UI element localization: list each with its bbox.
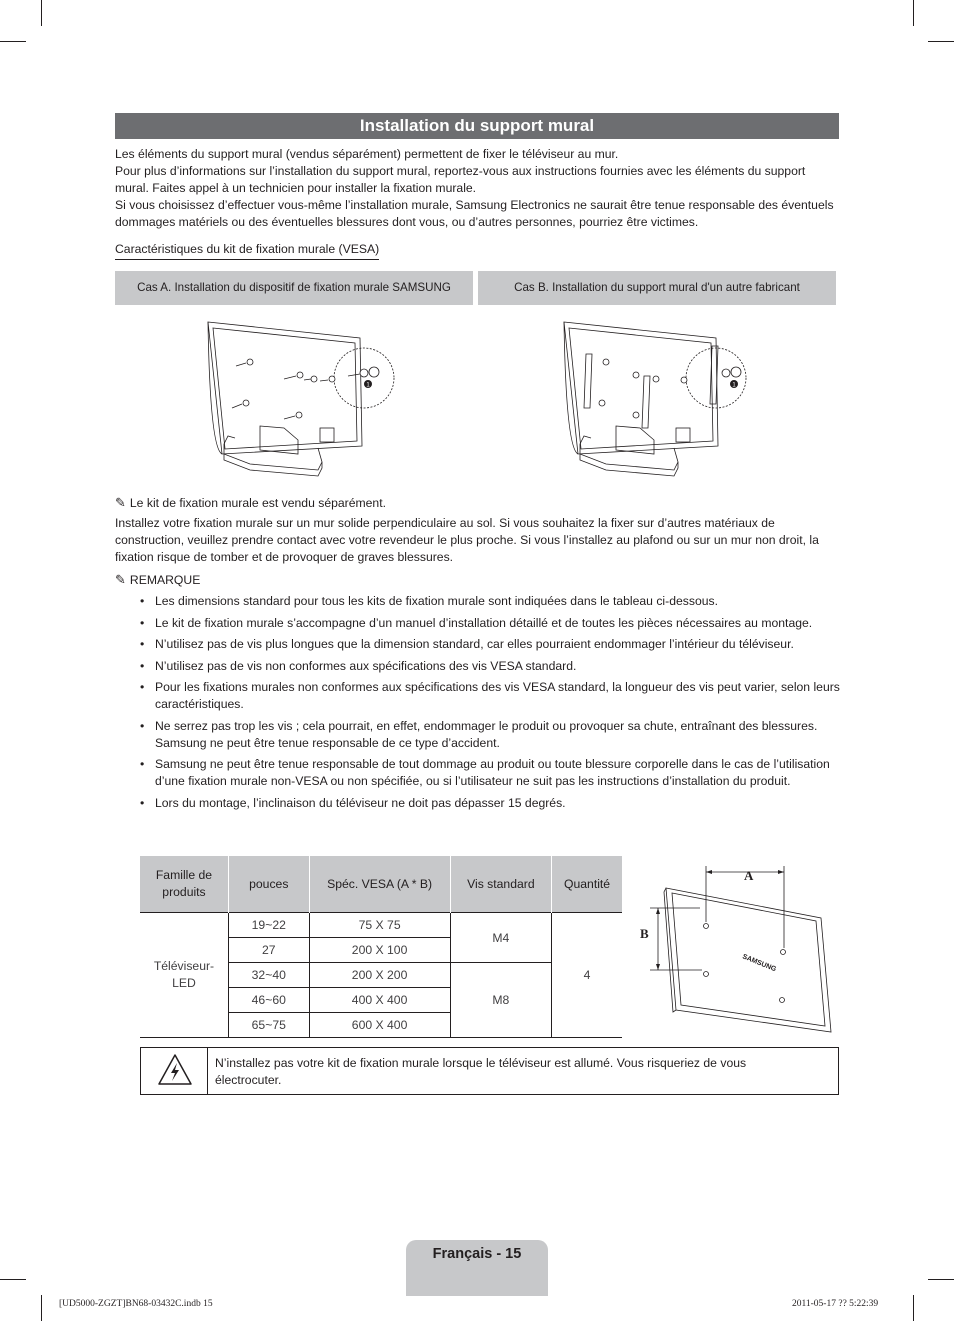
list-item: • Pour les fixations murales non conformes aux spécifications des vis VESA standard, la longueur des vis peut varier, selon leurs caractéristiques. [140,679,840,713]
crop-mark [0,41,26,42]
family-cell: Téléviseur-LED [140,913,228,1038]
table-header: pouces [228,856,309,913]
page-title: Installation du support mural [115,113,839,139]
footer-file-info: [UD5000-ZGZT]BN68-03432C.indb 15 [59,1299,213,1309]
vesa-dimension-diagram [636,860,836,1038]
vesa-cell: 400 X 400 [309,988,450,1013]
pencil-note-icon: ✎ [115,573,126,588]
crop-mark [913,0,914,26]
list-item: • Samsung ne peut être tenue responsable de tout dommage au produit ou toute blessure corporelle dans le cas de l’utilisation d’une fixation murale non-VESA ou non spécifiée, ou si l’utilisateur ne suit pas les instructions d’installation du produit. [140,756,840,790]
quantity-cell: 4 [552,913,622,1038]
footer-timestamp: 2011-05-17 ?? 5:22:39 [792,1299,879,1309]
marker-number: 1 [732,382,736,389]
case-a-diagram [200,318,400,480]
remark-label: REMARQUE [129,573,201,587]
warning-box [140,1047,839,1095]
list-item: • Lors du montage, l’inclinaison du téléviseur ne doit pas dépasser 15 degrés. [140,795,840,812]
vesa-cell: 600 X 400 [309,1013,450,1038]
table-header: Quantité [552,856,622,913]
note-sold-separately [115,495,386,512]
crop-mark [928,41,954,42]
crop-mark [913,1295,914,1321]
crop-mark [0,1279,26,1280]
warning-icon-cell [141,1048,208,1094]
vesa-table [140,856,622,1038]
warning-text: N’installez pas votre kit de fixation murale lorsque le téléviseur est allumé. Vous risqueriez de vous électrocuter. [215,1056,747,1087]
table-header: Famille de produits [140,856,228,913]
remark-heading [115,572,200,589]
list-item: • Le kit de fixation murale s’accompagne d’un manuel d’installation détaillé et de toutes les pièces nécessaires au montage. [140,615,840,632]
remark-list [140,593,840,816]
vesa-cell: 75 X 75 [309,913,450,938]
dimension-label-b: B [640,926,649,941]
note-text: Le kit de fixation murale est vendu séparément. [129,496,386,510]
table-row [140,913,622,938]
inches-cell: 27 [228,938,309,963]
inches-cell: 32~40 [228,963,309,988]
vesa-cell: 200 X 200 [309,963,450,988]
list-item: • N’utilisez pas de vis non conformes aux spécifications des vis VESA standard. [140,658,840,675]
crop-mark [41,1295,42,1321]
case-b-header: Cas B. Installation du support mural d'un autre fabricant [478,271,836,305]
inches-cell: 46~60 [228,988,309,1013]
intro-text [115,146,840,231]
pencil-note-icon: ✎ [115,496,126,511]
install-text [115,515,840,566]
page-number-tab: Français - 15 [406,1240,548,1296]
screw-cell: M4 [450,913,552,963]
list-item: • Les dimensions standard pour tous les kits de fixation murale sont indiquées dans le tableau ci-dessous. [140,593,840,610]
case-b-diagram [556,318,756,480]
dimension-label-a: A [744,868,754,883]
crop-mark [41,0,42,26]
intro-paragraph: Pour plus d’informations sur l’installation du support mural, reportez-vous aux instructions fournies avec les éléments du support mural. Faites appel à un technicien pour installer la fixation murale. [115,164,806,195]
inches-cell: 65~75 [228,1013,309,1038]
list-item: • Ne serrez pas trop les vis ; cela pourrait, en effet, endommager le produit ou provoquer sa chute, entraînant des blessures. Samsung ne peut être tenue responsable de ce type d’accident. [140,718,840,752]
screw-cell: M8 [450,963,552,1038]
table-header: Vis standard [450,856,552,913]
marker-number: 1 [366,382,370,389]
table-header: Spéc. VESA (A * B) [309,856,450,913]
electric-shock-warning-icon [157,1053,193,1087]
vesa-cell: 200 X 100 [309,938,450,963]
brand-logo: SAMSUNG [741,953,778,974]
case-a-header: Cas A. Installation du dispositif de fixation murale SAMSUNG [115,271,473,305]
inches-cell: 19~22 [228,913,309,938]
intro-paragraph: Les éléments du support mural (vendus séparément) permettent de fixer le téléviseur au mur. [115,147,619,161]
vesa-subheading: Caractéristiques du kit de fixation murale (VESA) [115,241,379,260]
install-paragraph: Installez votre fixation murale sur un mur solide perpendiculaire au sol. Si vous souhaitez la fixer sur d’autres matériaux de construction, veuillez prendre contact avec votre revendeur le plus proche. Si vous l’installez au plafond ou sur un mur non droit, la fixation risque de tomber et de provoquer de graves blessures. [115,516,819,564]
list-item: • N’utilisez pas de vis plus longues que la dimension standard, car elles pourraient endommager l’intérieur du téléviseur. [140,636,840,653]
intro-paragraph: Si vous choisissez d’effectuer vous-même l’installation murale, Samsung Electronics ne saurait être tenue responsable des éventuels dommages matériels ou des éventuelles blessures dont vous, ou d’autres personnes, pourriez être victimes. [115,198,834,229]
crop-mark [928,1279,954,1280]
table-header-row [140,856,622,913]
